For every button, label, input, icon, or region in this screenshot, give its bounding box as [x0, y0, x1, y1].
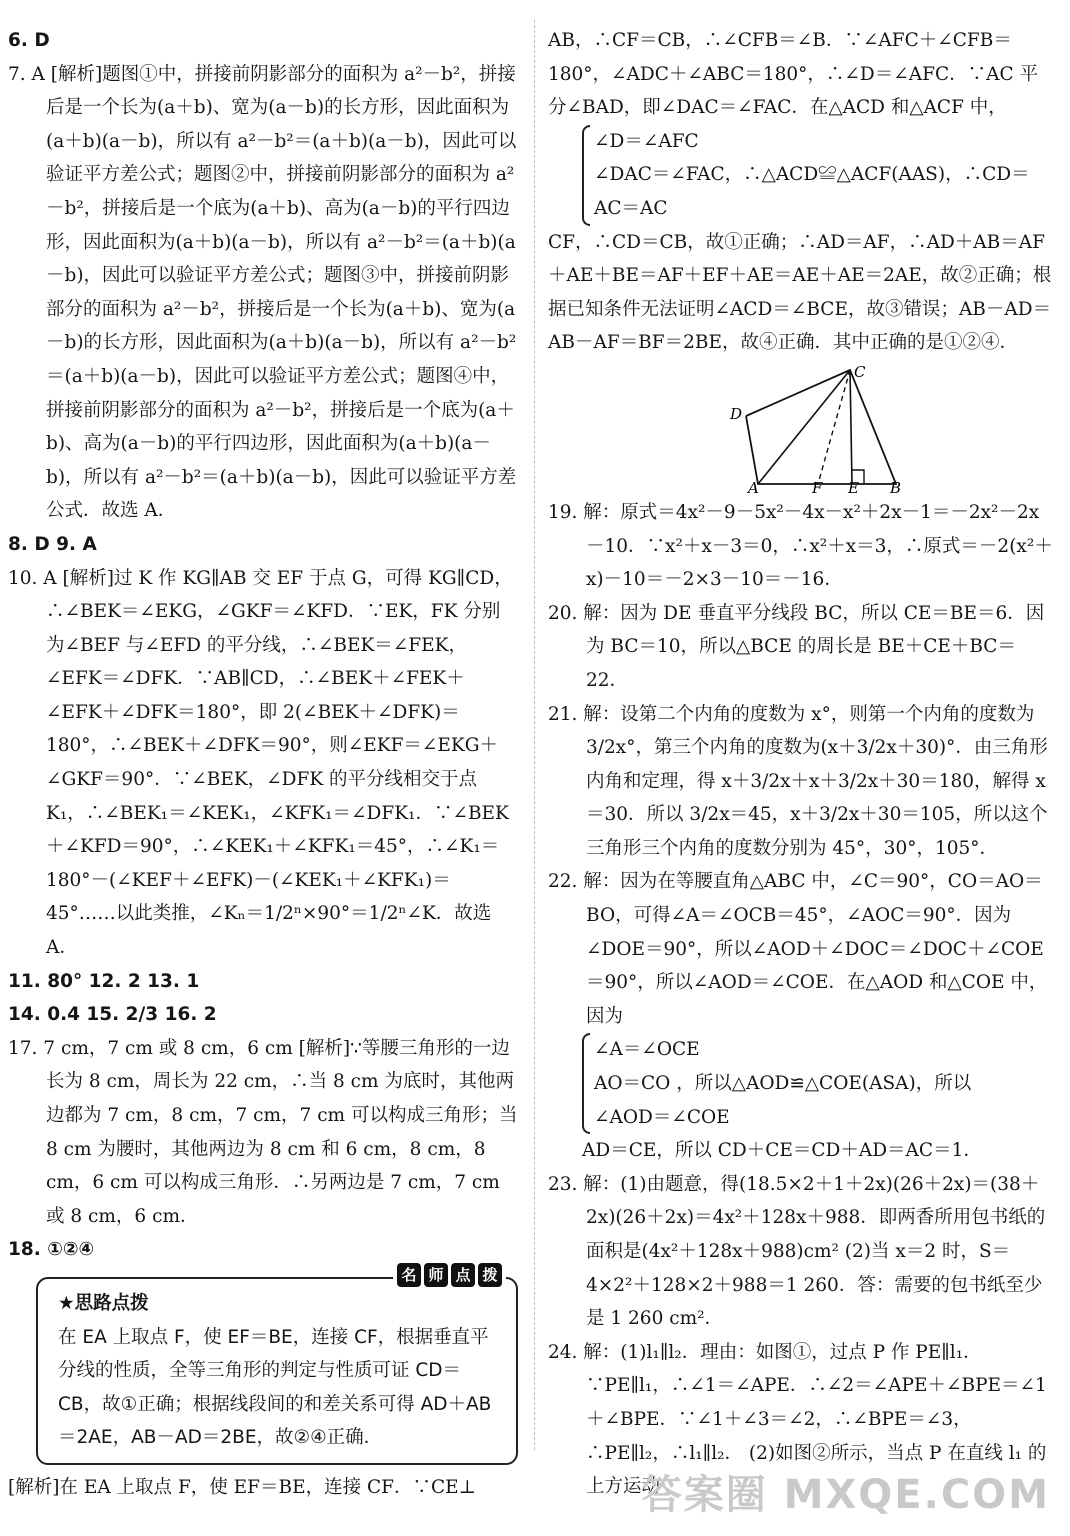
tip-tag-char: 师 [424, 1263, 448, 1287]
label-b: B [890, 479, 902, 496]
segment-ce [850, 370, 852, 484]
equation-system-2 [582, 1033, 1053, 1134]
label-f: F [812, 479, 823, 496]
system-line: ∠A＝∠OCE [594, 1039, 700, 1061]
system-line: ∠D＝∠AFC [594, 130, 699, 152]
answer-20: 20. 解：因为 DE 垂直平分线段 BC，所以 CE＝BE＝6．因为 BC＝10，所以△BCE 的周长是 BE＋CE＋BC＝22． [548, 602, 1045, 691]
answer-19: 19. 解：原式＝4x²－9－5x²－4x－x²＋2x－1＝－2x²－2x－10．∵x²＋x－3＝0，∴x²＋x＝3，∴原式＝－2(x²＋x)－10＝－2×3－10＝－16． [548, 501, 1053, 591]
left-column [8, 24, 518, 1505]
right-column [548, 24, 1053, 1504]
label-e: E [848, 479, 859, 496]
tip-box [36, 1265, 518, 1465]
quadrilateral-outline [746, 370, 896, 484]
label-c: C [854, 365, 866, 382]
system-line: AO＝CO ，所以△AOD≌△COE(ASA)，所以 [594, 1073, 972, 1095]
tip-tag-char: 点 [451, 1263, 475, 1287]
answer-7: 7. A [解析]题图①中，拼接前阴影部分的面积为 a²－b²，拼接后是一个长为(a＋b)、宽为(a－b)的长方形，因此面积为(a＋b)(a－b)，所以有 a²－b²＝(a＋b)(a－b)，因此可以验证平方差公式；题图②中，拼接前阴影部分的面积为 a²－b²，拼接后是一个底为(a＋b)、高为(a－b)的平行四边形，因此面积为(a＋b)(a－b)，所以有 a²－b²＝(a＋b)(a－b)，因此可以验证平方差公式；题图③中，拼接前阴影部分的面积为 a²－b²，拼接后是一个长为(a＋b)、宽为(a－b)的长方形，因此面积为(a＋b)(a－b)，所以有 a²－b²＝(a＋b)(a－b)，因此可以验证平方差公式；题图④中，拼接前阴影部分的面积为 a²－b²，拼接后是一个底为(a＋b)、高为(a－b)的平行四边形，因此面积为(a＋b)(a－b)，所以有 a²－b²＝(a＋b)(a－b)，因此可以验证平方差公式．故选 A． [8, 63, 517, 522]
system-line: ∠AOD＝∠COE [594, 1106, 730, 1128]
tip-tag-char: 名 [397, 1263, 421, 1287]
tip-text: 在 EA 上取点 F，使 EF＝BE，连接 CF，根据垂直平分线的性质，全等三角形的判定与性质可证 CD＝CB，故①正确；根据线段间的和差关系可得 AD＋AB＝2AE，AB－AD＝2BE，故②④正确． [58, 1326, 492, 1449]
answer-8-9: 8. D 9. A [8, 533, 97, 555]
label-a: A [748, 479, 759, 496]
answer-14-16: 14. 0.4 15. 2/3 16. 2 [8, 1004, 217, 1026]
answer-24: 24. 解：(1)l₁∥l₂．理由：如图①，过点 P 作 PE∥l₁．∵PE∥l₁，∴∠1＝∠APE．∴∠2＝∠APE＋∠BPE＝∠1＋∠BPE．∵∠1＋∠3＝∠2，∴∠BPE＝∠3，∴PE∥l₂，∴l₁∥l₂． (2)如图②所示，当点 P 在直线 l₁ 的上方运动 [548, 1341, 1047, 1498]
answer-17: 17. 7 cm，7 cm 或 8 cm，6 cm [解析]∵等腰三角形的一边长为 8 cm，周长为 22 cm，∴当 8 cm 为底时，其他两边都为 7 cm，8 cm，7 cm，7 cm 可以构成三角形；当 8 cm 为腰时，其他两边为 8 cm 和 6 cm，8 cm，8 cm，6 cm 可以构成三角形．∴另两边是 7 cm，7 cm 或 8 cm，6 cm． [8, 1037, 518, 1227]
answer-18-analysis: [解析]在 EA 上取点 F，使 EF＝BE，连接 CF．∵CE⊥ [8, 1476, 477, 1498]
tip-title: ★思路点拨 [58, 1292, 149, 1314]
geometry-figure [718, 366, 918, 496]
answer-22-end: AD＝CE，所以 CD＋CE＝CD＋AD＝AC＝1． [582, 1140, 982, 1162]
system-line: AC＝AC [594, 197, 668, 219]
answer-21: 21. 解：设第二个内角的度数为 x°，则第一个内角的度数为 3/2x°，第三个内角的度数为(x＋3/2x＋30)°．由三角形内角和定理，得 x＋3/2x＋x＋3/2x＋30＝180，解得 x＝30．所以 3/2x＝45，x＋3/2x＋30＝105，所以这个三角形三个内角的度数分别为 45°，30°，105°． [548, 703, 1048, 859]
answer-18-cont2: CF，∴CD＝CB，故①正确；∴AD＝AF，∴AD＋AB＝AF＋AE＋BE＝AF＋EF＋AE＝AE＋AE＝2AE，故②正确；根据已知条件无法证明∠ACD＝∠BCE，故③错误；AB－AD＝AB－AF＝BF＝2BE，故④正确．其中正确的是①②④． [548, 231, 1052, 354]
answer-22: 22. 解：因为在等腰直角△ABC 中，∠C＝90°，CO＝AO＝BO，可得∠A＝∠OCB＝45°，∠AOC＝90°．因为∠DOE＝90°，所以∠AOD＋∠DOC＝∠DOC＋∠COE＝90°，所以∠AOD＝∠COE．在△AOD 和△COE 中，因为 [548, 871, 1048, 1027]
brace-icon [582, 125, 590, 226]
equation-system-1 [582, 125, 1053, 226]
tip-tag [393, 1263, 506, 1287]
segment-ca [758, 370, 850, 484]
system-line: ∠DAC＝∠FAC，∴△ACD≌△ACF(AAS)，∴CD＝ [594, 164, 1030, 186]
segment-cf [818, 370, 850, 484]
answer-10: 10. A [解析]过 K 作 KG∥AB 交 EF 于点 G，可得 KG∥CD，∴∠BEK＝∠EKG，∠GKF＝∠KFD．∵EK，FK 分别为∠BEF 与∠EFD 的平分线，∴∠BEK＝∠FEK，∠EFK＝∠DFK．∵AB∥CD，∴∠BEK＋∠FEK＋∠EFK＋∠DFK＝180°，即 2(∠BEK＋∠DFK)＝180°，∴∠BEK＋∠DFK＝90°，则∠EKF＝∠EKG＋∠GKF＝90°．∵∠BEK，∠DFK 的平分线相交于点 K₁，∴∠BEK₁＝∠KEK₁，∠KFK₁＝∠DFK₁．∵∠BEK＋∠KFD＝90°，∴∠KEK₁＋∠KFK₁＝45°，∴∠K₁＝180°－(∠KEF＋∠EFK)－(∠KEK₁＋∠KFK₁)＝45°……以此类推，∠Kₙ＝1/2ⁿ×90°＝1/2ⁿ∠K．故选 A． [8, 567, 513, 959]
watermark: 答案圈 MXQE.COM [641, 1472, 1050, 1518]
answer-6: 6. D [8, 30, 50, 51]
brace-icon [582, 1033, 590, 1134]
answer-11-13: 11. 80° 12. 2 13. 1 [8, 970, 200, 992]
answer-23: 23. 解：(1)由题意，得(18.5×2＋1＋2x)(26＋2x)＝(38＋2x)(26＋2x)＝4x²＋128x＋988．即两香所用包书纸的面积是(4x²＋128x＋988)cm² (2)当 x＝2 时，S＝4×2²＋128×2＋988＝1 260．答：需要的包书纸至少是 1 260 cm²． [548, 1173, 1046, 1330]
answer-18: 18. ①②④ [8, 1239, 95, 1261]
answer-18-cont: AB，∴CF＝CB，∴∠CFB＝∠B．∵∠AFC＋∠CFB＝180°，∠ADC＋∠ABC＝180°，∴∠D＝∠AFC．∵AC 平分∠BAD，即∠DAC＝∠FAC．在△ACD 和△ACF 中， [548, 30, 1039, 119]
tip-tag-char: 拨 [478, 1263, 502, 1287]
label-d: D [730, 405, 743, 424]
column-divider [534, 20, 536, 1450]
